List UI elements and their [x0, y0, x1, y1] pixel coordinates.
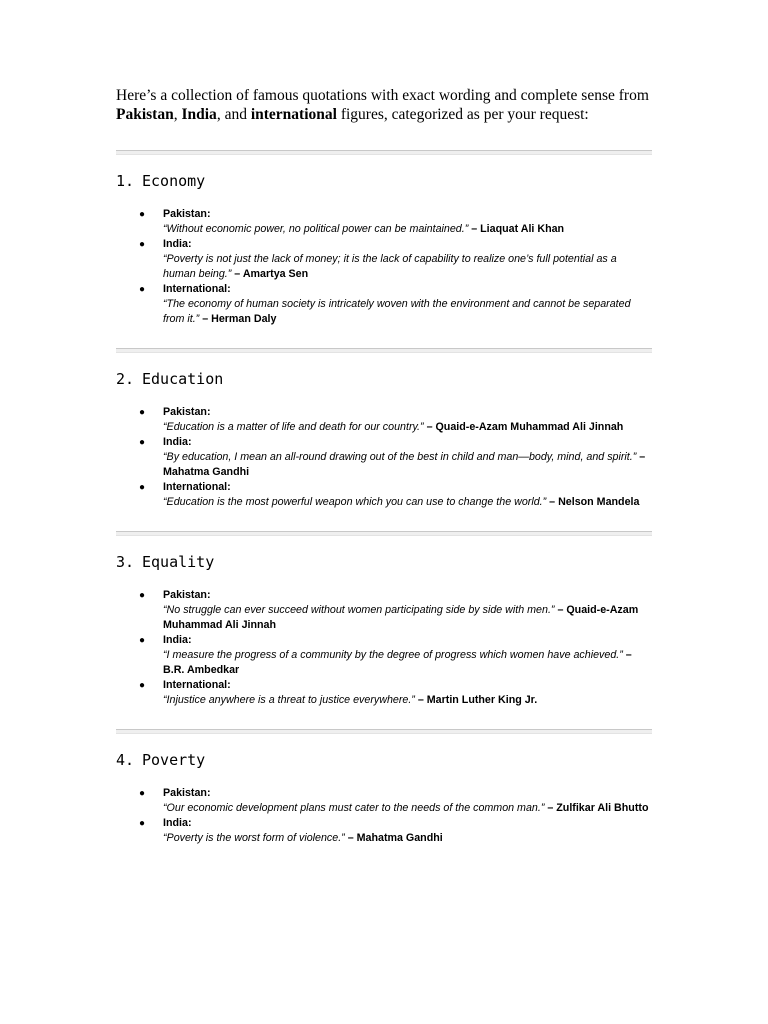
- quote-text: “The economy of human society is intricately woven with the environment and cannot be separated from it.”: [163, 298, 631, 325]
- section-heading: [116, 553, 652, 571]
- bullet-icon: ●: [139, 482, 146, 493]
- region-label: Pakistan:: [163, 208, 211, 220]
- intro-comma-1: ,: [173, 106, 182, 123]
- quote-text: “Poverty is not just the lack of money; it is the lack of capability to realize one’s full potential as a human being.”: [163, 253, 617, 280]
- intro-prefix: Here’s a collection of famous quotations with exact wording and complete sense from: [116, 87, 649, 104]
- bullet-icon: ●: [139, 788, 146, 799]
- section-heading: [116, 172, 652, 190]
- intro-pakistan: Pakistan: [116, 106, 174, 123]
- quote-text: “Education is a matter of life and death for our country.”: [163, 421, 424, 433]
- bullet-icon: ●: [139, 284, 146, 295]
- section-poverty: [116, 751, 652, 846]
- quote-list: [116, 588, 652, 708]
- quote-author: – Quaid-e-Azam Muhammad Ali Jinnah: [163, 604, 639, 631]
- intro-suffix: figures, categorized as per your request:: [336, 106, 589, 123]
- quote-item: [116, 588, 652, 633]
- quote-list: [116, 786, 652, 846]
- bullet-icon: ●: [139, 635, 146, 646]
- section-economy: [116, 172, 652, 348]
- horizontal-rule: [116, 150, 652, 155]
- quote-text: “No struggle can ever succeed without women participating side by side with men.”: [163, 604, 555, 616]
- bullet-icon: ●: [139, 437, 146, 448]
- section-heading: [116, 751, 652, 769]
- quote-text: “Without economic power, no political power can be maintained.”: [163, 223, 469, 235]
- section-equality: [116, 553, 652, 729]
- quote-author: – Mahatma Gandhi: [163, 451, 646, 478]
- region-label: International:: [163, 283, 231, 295]
- quote-text: “I measure the progress of a community by the degree of progress which women have achieved.”: [163, 649, 623, 661]
- quote-author: – B.R. Ambedkar: [163, 649, 632, 676]
- quote-author: – Zulfikar Ali Bhutto: [544, 802, 649, 814]
- section-number: 3.: [116, 553, 135, 571]
- section-title: Economy: [142, 172, 206, 190]
- section-number: 4.: [116, 751, 135, 769]
- horizontal-rule: [116, 729, 652, 734]
- horizontal-rule: [116, 348, 652, 353]
- intro-international: international: [250, 106, 337, 123]
- quote-item: [116, 786, 652, 816]
- region-label: India:: [163, 238, 192, 250]
- quote-text: “Our economic development plans must cater to the needs of the common man.”: [163, 802, 545, 814]
- intro-comma-2: , and: [216, 106, 251, 123]
- horizontal-rule: [116, 531, 652, 536]
- bullet-icon: ●: [139, 818, 146, 829]
- quote-author: – Amartya Sen: [231, 268, 309, 280]
- section-number: 1.: [116, 172, 135, 190]
- region-label: International:: [163, 679, 231, 691]
- quote-item: [116, 816, 652, 846]
- section-title: Equality: [142, 553, 215, 571]
- region-label: International:: [163, 481, 231, 493]
- quote-item: [116, 480, 652, 510]
- quote-text: “Poverty is the worst form of violence.”: [163, 832, 345, 844]
- quote-item: [116, 282, 652, 327]
- bullet-icon: ●: [139, 680, 146, 691]
- quote-text: “By education, I mean an all-round drawing out of the best in child and man—body, mind, and spirit.”: [163, 451, 637, 463]
- quote-item: [116, 207, 652, 237]
- quote-text: “Injustice anywhere is a threat to justice everywhere.”: [163, 694, 415, 706]
- bullet-icon: ●: [139, 590, 146, 601]
- quote-author: – Nelson Mandela: [546, 496, 640, 508]
- bullet-icon: ●: [139, 407, 146, 418]
- quote-list: [116, 405, 652, 510]
- intro-india: India: [181, 106, 217, 123]
- region-label: India:: [163, 634, 192, 646]
- region-label: India:: [163, 817, 192, 829]
- document-page: [116, 86, 652, 846]
- quote-item: [116, 435, 652, 480]
- section-education: [116, 370, 652, 531]
- region-label: Pakistan:: [163, 589, 211, 601]
- quote-item: [116, 678, 652, 708]
- section-heading: [116, 370, 652, 388]
- region-label: Pakistan:: [163, 406, 211, 418]
- section-number: 2.: [116, 370, 135, 388]
- quote-author: – Quaid-e-Azam Muhammad Ali Jinnah: [423, 421, 624, 433]
- region-label: India:: [163, 436, 192, 448]
- quote-item: [116, 405, 652, 435]
- quote-text: “Education is the most powerful weapon which you can use to change the world.”: [163, 496, 547, 508]
- intro-paragraph: [116, 86, 652, 124]
- bullet-icon: ●: [139, 239, 146, 250]
- region-label: Pakistan:: [163, 787, 211, 799]
- quote-author: – Herman Daly: [199, 313, 277, 325]
- quote-author: – Liaquat Ali Khan: [468, 223, 565, 235]
- bullet-icon: ●: [139, 209, 146, 220]
- quote-item: [116, 633, 652, 678]
- quote-author: – Mahatma Gandhi: [344, 832, 443, 844]
- section-title: Poverty: [142, 751, 206, 769]
- quote-list: [116, 207, 652, 327]
- quote-item: [116, 237, 652, 282]
- quote-author: – Martin Luther King Jr.: [414, 694, 538, 706]
- section-title: Education: [142, 370, 224, 388]
